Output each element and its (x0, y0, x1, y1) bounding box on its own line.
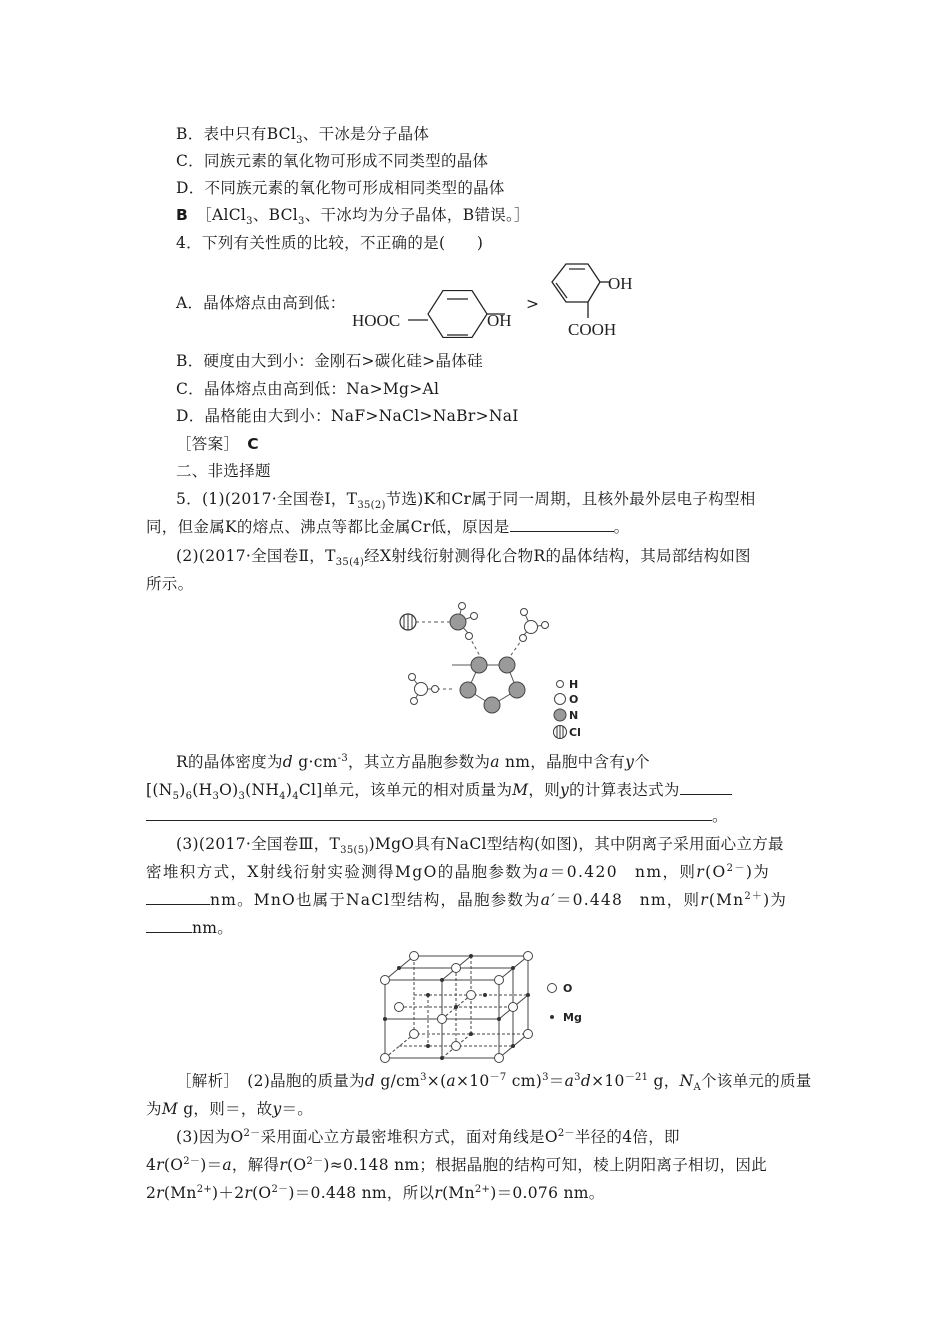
answer-blank[interactable] (146, 918, 192, 933)
salicylic-acid-structure (540, 262, 650, 344)
q4-option-a: A．晶体熔点由高到低： (176, 294, 346, 312)
analysis-line1: ［解析］ (2)晶胞的质量为d $g/cm^3\times(a\times 10^{-7}$ $cm)^3=a^3d\times 10^{-21}$ g，$N_A$个该单元的质量 (176, 1071, 812, 1094)
q5-part2-line2: 所示。 (146, 575, 194, 593)
answer-blank[interactable] (680, 780, 732, 795)
analysis-line5: $2r(Mn^{2+})+2r(O^{2-})=0.448$ nm，所以$r(Mn^{2+})=0.076$ nm。 (146, 1183, 605, 1202)
greater-than-sign: > (526, 295, 540, 313)
q5-part3-line4: nm。 (146, 918, 233, 938)
mol-a-oh-label: OH (487, 311, 512, 330)
q4-answer-letter: C (247, 435, 259, 453)
compound-r-structure-figure (395, 598, 605, 743)
mgo-unit-cell-figure (378, 950, 598, 1064)
q3-option-c: C．同族元素的氧化物可形成不同类型的晶体 (176, 152, 489, 170)
answer-blank[interactable] (510, 517, 614, 532)
q4-answer: ［答案］ C (176, 435, 259, 453)
q5-part1-line1: 5．(1)(2017·全国卷Ⅰ，$T_{35(2)}$节选)K和Cr属于同一周期，且核外最外层电子构型相 (176, 490, 756, 512)
legend-o2: O (563, 982, 573, 995)
q4-option-d: D．晶格能由大到小：NaF>NaCl>NaBr>NaI (176, 407, 519, 425)
analysis-line4: $4r(O^{2-})=a$，解得$r(O^{2-})\approx 0.148$ nm；根据晶胞的结构可知，棱上阴阳离子相切，因此 (146, 1155, 767, 1174)
answer-blank-long[interactable] (146, 806, 712, 821)
q4-option-c: C．晶体熔点由高到低：Na>Mg>Al (176, 380, 440, 398)
q5-part3-line2: 密堆积方式，X射线衍射实验测得MgO的晶胞参数为a＝0.420 nm，则$r(O^{2-})$为 (146, 862, 771, 881)
legend-o: O (569, 693, 579, 706)
mol-b-oh-label: OH (608, 274, 633, 293)
legend-cl: Cl (569, 726, 581, 739)
q5-part2-line4: $[(N_5)_6(H_3O)_3(NH_4)_4Cl]$单元，该单元的相对质量为M，则y的计算表达式为 (146, 780, 732, 800)
legend-n: N (569, 709, 579, 722)
q5-part2-line1: (2)(2017·全国卷Ⅱ，$T_{35(4)}$经X射线衍射测得化合物R的晶体结构，其局部结构如图 (176, 547, 751, 569)
q3-answer-letter: B (176, 206, 189, 224)
q4-option-b: B．硬度由大到小：金刚石>碳化硅>晶体硅 (176, 352, 483, 370)
q5-part2-line3: R的晶体密度为d $g\cdot cm^{-3}$，其立方晶胞参数为a nm，晶胞中含有y个 (176, 752, 650, 771)
q4-stem: 4．下列有关性质的比较，不正确的是( ) (176, 234, 484, 252)
legend-h: H (569, 678, 579, 691)
legend-o-symbol (548, 984, 557, 993)
legend-mg: Mg (563, 1011, 582, 1024)
q5-part2-line5: 。 (146, 806, 728, 826)
q5-part1-line2: 同，但金属K的熔点、沸点等都比金属Cr低，原因是 。 (146, 518, 630, 536)
para-hydroxybenzoic-acid-structure (350, 290, 530, 342)
analysis-line2: 为M g，则＝，故y＝。 (146, 1100, 314, 1118)
mol-a-hooc-label: HOOC (352, 311, 401, 330)
q3-option-d: D．不同族元素的氧化物可形成相同类型的晶体 (176, 179, 505, 197)
legend-mg-symbol (550, 1015, 554, 1019)
q5-part3-line1: (3)(2017·全国卷Ⅲ，$T_{35(5)})MgO$具有NaCl型结构(如图)，其中阴离子采用面心立方最 (176, 835, 784, 857)
analysis-line3: (3)因为$O^{2-}$采用面心立方最密堆积方式，面对角线是$O^{2-}$半径的4倍，即 (176, 1127, 680, 1146)
section-heading: 二、非选择题 (176, 462, 271, 480)
mol-b-cooh-label: COOH (568, 320, 617, 339)
oxygen-atom-gray (450, 614, 466, 630)
q5-part3-line3: nm。MnO也属于NaCl型结构，晶胞参数为a′＝0.448 nm，则$r(Mn^{2+})$为 (146, 890, 787, 910)
q3-option-b: B．表中只有BCl$_3$、干冰是分子晶体 (176, 125, 430, 147)
answer-blank[interactable] (146, 890, 210, 905)
q3-answer: B ［AlCl$_3$、BCl$_3$、干冰均为分子晶体，B错误。］ (176, 206, 530, 228)
chloride-ion (400, 614, 416, 630)
